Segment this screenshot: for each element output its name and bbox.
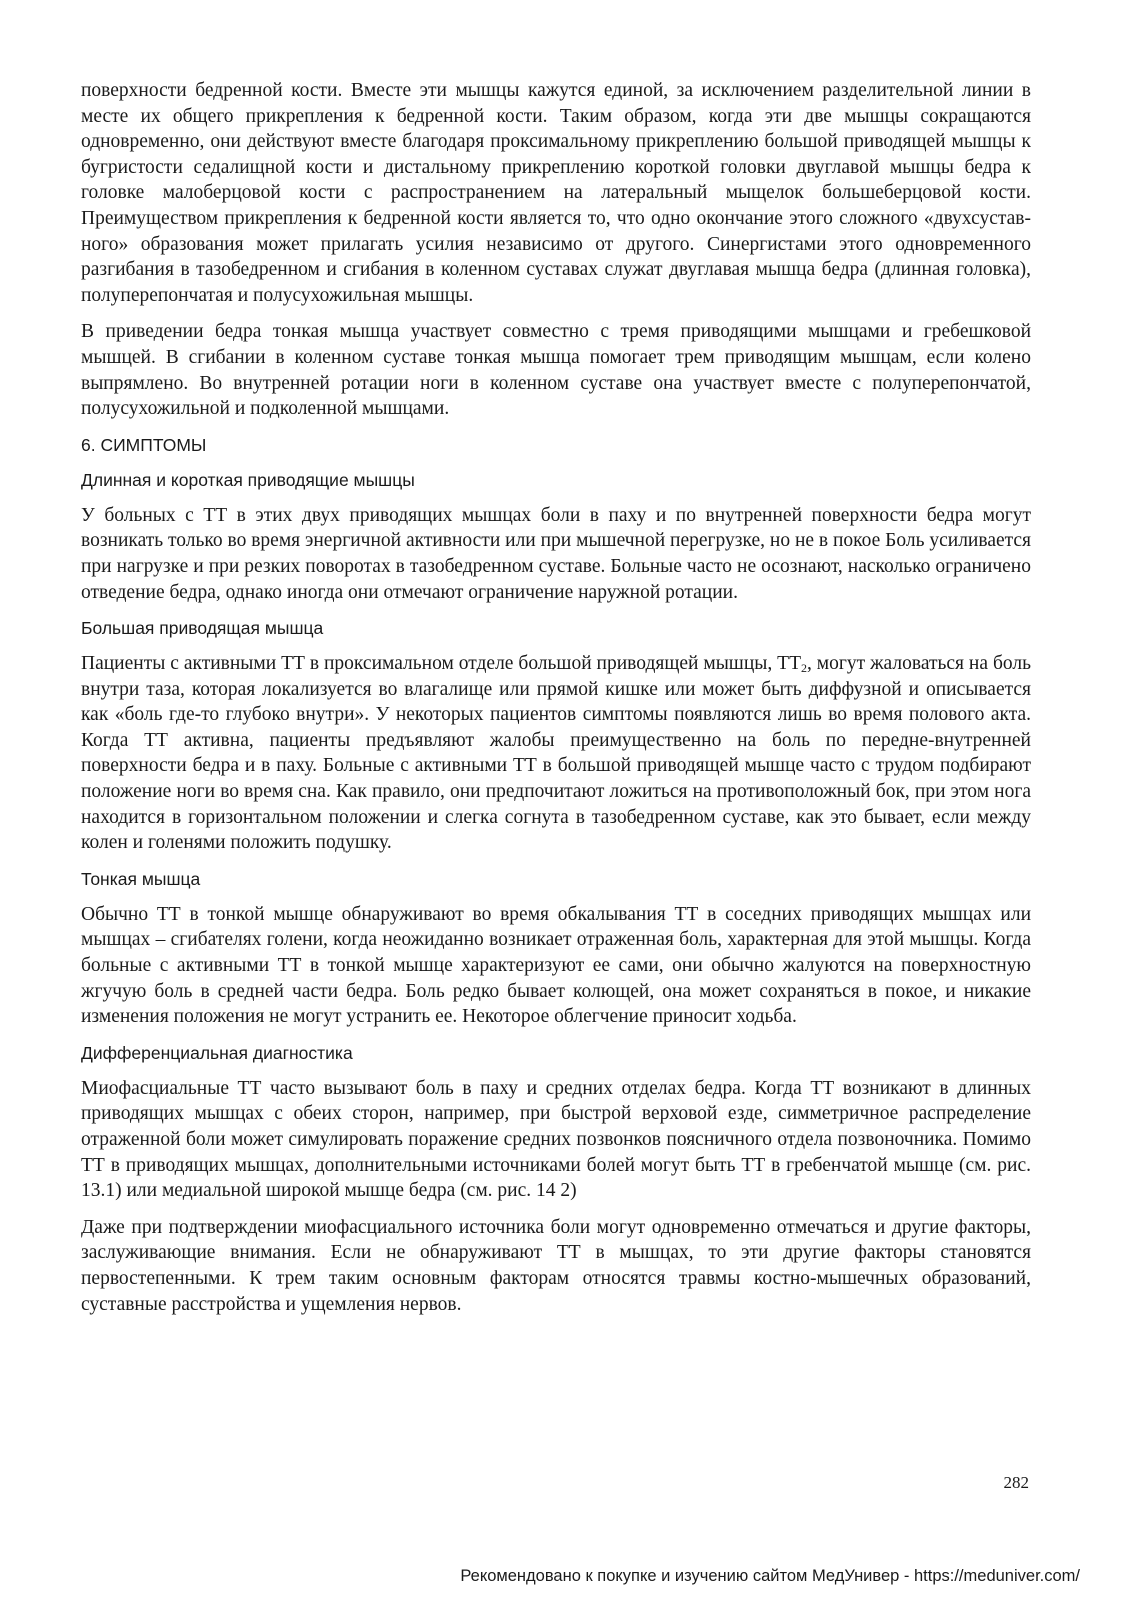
body-paragraph: У больных с ТТ в этих двух приводящих мышцах боли в паху и по внутренней поверхности бедра могут возникать только во время энергичной активности или при мышечной перегрузке, но не в покое Боль усиливается при нагрузке и при резких поворотах в тазобедренном суставе. Больные часто не осознают, насколько ограничено отведение бедра, однако иногда они отмечают ограничение наружной ротации. (81, 504, 1032, 603)
page-number: 282 (1003, 1473, 1029, 1492)
paragraph-text-part: , могут жаловаться на боль внутри таза, которая локализуется во влагалище или прямой кишке или может быть диффузной и описывается как «боль где-то глубоко внутри». У некоторых пациентов симптомы появляются лишь во время полового акта. Когда ТТ активна, пациенты предъявляют жалобы преимущественно на боль по передне-внутренней поверхности бедра и в паху. Больные с активными ТТ в большой приводящей мышце часто с трудом подбирают положение ноги во время сна. Как правило, они предпочитают ложиться на противоположный бок, при этом нога находится в горизонтальном положении и слегка согнута в тазобедренном суставе, как это бывает, если между колен и голенями положить подушку. (81, 653, 1031, 854)
footer-recommendation: Рекомендовано к покупке и изучению сайтом МедУнивер - https://meduniver.com/ (460, 1567, 1080, 1585)
section-title: 6. СИМПТОМЫ (81, 434, 207, 455)
subsection-heading-adductor-magnus: Большая приводящая мышца (81, 618, 324, 639)
subsection-heading-gracilis: Тонкая мышца (81, 868, 201, 889)
body-paragraph: Даже при подтверждении миофасциального источника боли могут одновременно отмечаться и другие факторы, заслуживающие внимания. Если не обнаруживают ТТ в мышцах, то эти другие факторы становятся первостепенными. К трем таким основным факторам относятся травмы костно-мышечных образований, суставные расстройства и ущемления нервов. (81, 1216, 1031, 1315)
body-paragraph (81, 651, 1031, 856)
page-body (81, 78, 1031, 1328)
subsection-heading-differential-diagnosis: Дифференциальная диагностика (81, 1042, 353, 1063)
body-paragraph: Миофасциальные ТТ часто вызывают боль в паху и средних отделах бедра. Когда ТТ возникают в длинных приводящих мышцах с обеих сторон, например, при быстрой верховой езде, симметричное распределение отраженной боли может симулировать поражение средних позвонков поясничного отдела позвоночника. Помимо ТТ в приводящих мышцах, дополнительными источниками болей могут быть ТТ в гребенчатой мышце (см. рис. 13.1) или медиальной широкой мышце бедра (см. рис. 14 2) (81, 1077, 1031, 1202)
subscript: 2 (801, 661, 807, 676)
body-paragraph: поверхности бедренной кости. Вместе эти мышцы кажутся единой, за исключением разделительной линии в месте их общего прикрепления к бедренной кости. Таким образом, когда эти две мышцы сокращаются одновременно, они действуют вместе благодаря проксимальному прикреплению большой приводящей мышцы к бугристости седалищной кости и дистальному прикреплению короткой головки двуглавой мышцы бедра к головке малоберцовой кости с распространением на латеральный мыщелок большеберцовой кости. Преимуществом прикрепления к бедренной кости является то, что одно окончание этого сложного «двухсустав-ного» образования может прилагать усилия независимо от другого. Синергистами этого одновременного разгибания в тазобедренном и сгибания в коленном суставах служат двуглавая мышца бедра (длинная головка), полуперепончатая и полусухожильная мышцы. (81, 80, 1031, 306)
body-paragraph: Обычно ТТ в тонкой мышце обнаруживают во время обкалывания ТТ в соседних приводящих мышцах или мышцах – сгибателях голени, когда неожиданно возникает отраженная боль, характерная для этой мышцы. Когда больные с активными ТТ в тонкой мышце характеризуют ее сами, они обычно жалуются на поверхностную жгучую боль в средней части бедра. Боль редко бывает колющей, она может сохраняться в покое, и никакие изменения положения не могут устранить ее. Некоторое облегчение приносит ходьба. (81, 903, 1031, 1028)
body-paragraph: В приведении бедра тонкая мышца участвует совместно с тремя приводящими мышцами и гребешковой мышцей. В сгибании в коленном суставе тонкая мышца помогает трем приводящим мышцам, если колено выпрямлено. Во внутренней ротации ноги в коленном суставе она участвует вместе с полуперепончатой, полусухожильной и подколенной мышцами. (81, 321, 1031, 420)
paragraph-text-part: Пациенты с активными ТТ в проксимальном отделе большой приводящей мышцы, ТТ (81, 653, 801, 675)
subsection-heading-adductor-longus-brevis: Длинная и короткая приводящие мышцы (81, 469, 415, 490)
